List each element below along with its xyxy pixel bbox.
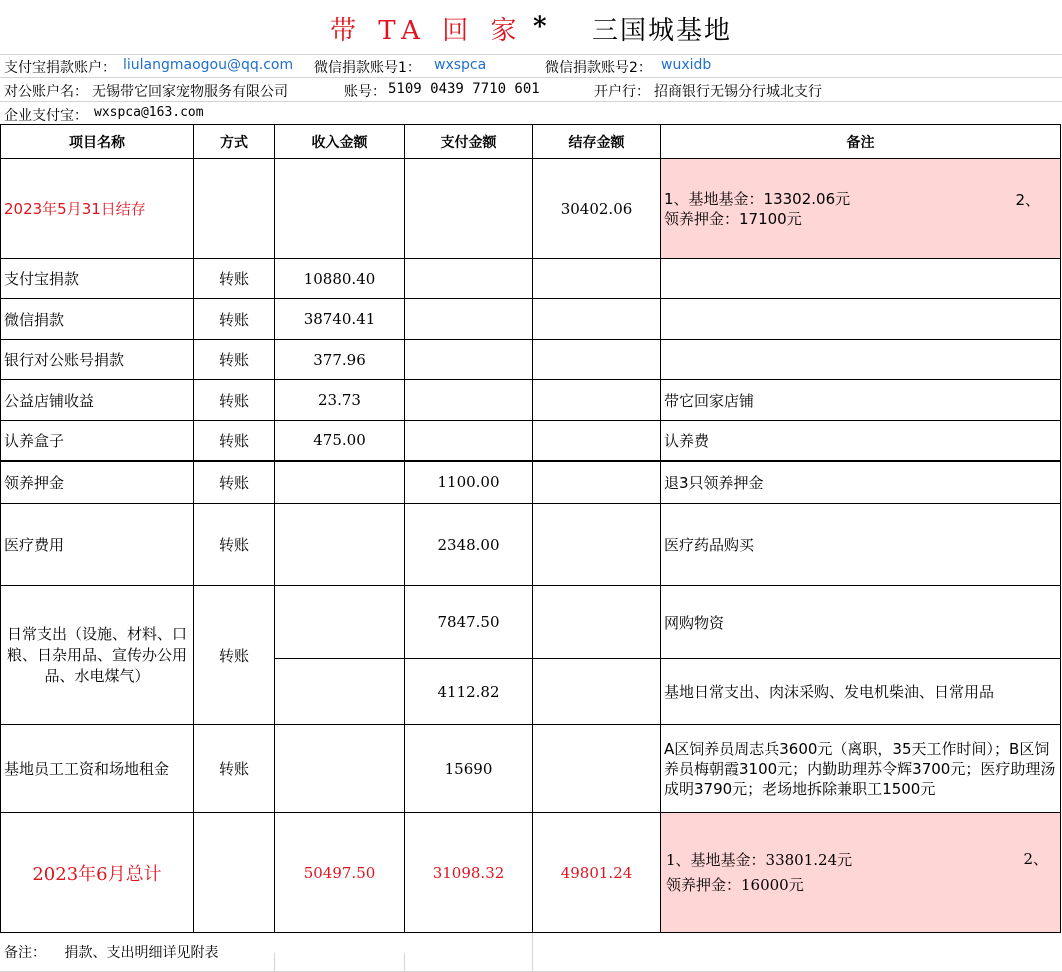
- table-row: [1, 340, 1061, 380]
- row-payment: [405, 380, 533, 421]
- total-income: 50497.50: [275, 813, 405, 933]
- opening-income: [275, 159, 405, 259]
- corp-name-label: 对公账户名：: [4, 84, 88, 100]
- table-row: [1, 259, 1061, 299]
- total-balance: 49801.24: [533, 813, 661, 933]
- bank-label: 开户行：: [594, 84, 650, 100]
- grid-line: [532, 933, 533, 972]
- row-method: 转账: [194, 340, 275, 380]
- header-item: 项目名称: [1, 125, 194, 159]
- row-name: 认养盒子: [1, 421, 194, 461]
- row-income: 377.96: [275, 340, 405, 380]
- opening-payment: [405, 159, 533, 259]
- daily-expense-row: [1, 586, 1061, 659]
- header-remark: 备注: [661, 125, 1061, 159]
- account-number-value: 5109 0439 7710 601: [388, 81, 540, 97]
- row-method: 转账: [194, 380, 275, 421]
- header-payment: 支付金额: [405, 125, 533, 159]
- row-balance: [533, 504, 661, 586]
- row-note: 带它回家店铺: [661, 380, 1061, 421]
- daily-balance-2: [533, 659, 661, 725]
- total-name: 2023年6月总计: [1, 813, 194, 933]
- footer-remark: [0, 933, 1062, 972]
- row-payment: [405, 299, 533, 340]
- grid-line: [274, 953, 275, 972]
- alipay-account[interactable]: liulangmaogou@qq.com: [123, 57, 294, 73]
- title-separator: *: [533, 12, 547, 42]
- donation-accounts-row: [0, 54, 1062, 78]
- daily-balance-1: [533, 586, 661, 659]
- row-note: [661, 299, 1061, 340]
- wechat1-account[interactable]: wxspca: [434, 57, 487, 73]
- row-payment: 1100.00: [405, 461, 533, 504]
- corp-alipay-value[interactable]: wxspca@163.com: [94, 105, 204, 120]
- alipay-label: 支付宝捐款账户：: [4, 60, 116, 76]
- remark-text: [4, 942, 218, 962]
- row-name: 公益店铺收益: [1, 380, 194, 421]
- total-payment: 31098.32: [405, 813, 533, 933]
- row-balance: [533, 299, 661, 340]
- remark-content: 捐款、支出明细详见附表: [64, 945, 219, 961]
- row-method: 转账: [194, 299, 275, 340]
- corporate-account-row: [0, 78, 1062, 102]
- salary-note: A区饲养员周志兵3600元（离职，35天工作时间）；B区饲养员梅朝霞3100元；内勤助理苏令辉3700元；医疗助理汤成明3790元；老场地拆除兼职工1500元: [661, 725, 1061, 813]
- opening-note: [661, 159, 1061, 259]
- salary-income: [275, 725, 405, 813]
- corp-alipay-label: 企业支付宝：: [4, 108, 88, 124]
- wechat2-label: 微信捐款账号2：: [545, 60, 652, 76]
- row-income: [275, 461, 405, 504]
- wechat1-label: 微信捐款账号1：: [314, 60, 421, 76]
- table-row: [1, 421, 1061, 461]
- grid-line: [404, 953, 405, 972]
- wechat2-account[interactable]: wuxidb: [661, 57, 712, 73]
- daily-note-2: 基地日常支出、肉沫采购、发电机柴油、日常用品: [661, 659, 1061, 725]
- row-name: 支付宝捐款: [1, 259, 194, 299]
- total-method: [194, 813, 275, 933]
- opening-note-line1: 1、基地基金：13302.06元: [664, 189, 851, 208]
- row-name: 银行对公账号捐款: [1, 340, 194, 380]
- row-name: 领养押金: [1, 461, 194, 504]
- row-balance: [533, 259, 661, 299]
- salary-name: 基地员工工资和场地租金: [1, 725, 194, 813]
- opening-balance: 30402.06: [533, 159, 661, 259]
- header-method: 方式: [194, 125, 275, 159]
- daily-income-2: [275, 659, 405, 725]
- title-base: 三国城基地: [592, 16, 733, 46]
- row-income: 10880.40: [275, 259, 405, 299]
- header-row: [1, 125, 1061, 159]
- daily-payment-1: 7847.50: [405, 586, 533, 659]
- row-payment: [405, 421, 533, 461]
- finance-table: [0, 124, 1061, 933]
- corporate-alipay-row: [0, 102, 1062, 125]
- salary-payment: 15690: [405, 725, 533, 813]
- opening-name: 2023年5月31日结存: [1, 159, 194, 259]
- daily-method: 转账: [194, 586, 275, 725]
- header-income: 收入金额: [275, 125, 405, 159]
- bank-value: 招商银行无锡分行城北支行: [654, 84, 822, 100]
- row-note: 认养费: [661, 421, 1061, 461]
- row-income: [275, 504, 405, 586]
- row-note: 医疗药品购买: [661, 504, 1061, 586]
- salary-balance: [533, 725, 661, 813]
- salary-row: [1, 725, 1061, 813]
- row-payment: [405, 259, 533, 299]
- page-title: [0, 0, 1062, 55]
- daily-note-1: 网购物资: [661, 586, 1061, 659]
- total-note: [661, 813, 1061, 933]
- row-method: 转账: [194, 504, 275, 586]
- title-brand: 带 TA 回 家: [330, 16, 524, 46]
- table-row: [1, 380, 1061, 421]
- row-note: 退3只领养押金: [661, 461, 1061, 504]
- daily-payment-2: 4112.82: [405, 659, 533, 725]
- row-name: 医疗费用: [1, 504, 194, 586]
- remark-label: 备注：: [4, 945, 46, 961]
- row-income: 23.73: [275, 380, 405, 421]
- header-balance: 结存金额: [533, 125, 661, 159]
- row-balance: [533, 380, 661, 421]
- table-row: [1, 461, 1061, 504]
- total-note-line2: 领养押金：16000元: [666, 875, 804, 894]
- row-note: [661, 259, 1061, 299]
- row-income: 475.00: [275, 421, 405, 461]
- row-payment: 2348.00: [405, 504, 533, 586]
- opening-note-line2: 领养押金：17100元: [664, 209, 802, 228]
- opening-method: [194, 159, 275, 259]
- row-balance: [533, 340, 661, 380]
- row-method: 转账: [194, 461, 275, 504]
- table-row: [1, 299, 1061, 340]
- row-method: 转账: [194, 259, 275, 299]
- daily-income-1: [275, 586, 405, 659]
- total-note-num2: 2、: [1023, 850, 1048, 868]
- opening-balance-row: [1, 159, 1061, 259]
- row-balance: [533, 461, 661, 504]
- total-note-line1: 1、基地基金：33801.24元: [666, 850, 853, 869]
- salary-method: 转账: [194, 725, 275, 813]
- row-balance: [533, 421, 661, 461]
- corp-name-value: 无锡带它回家宠物服务有限公司: [92, 84, 288, 100]
- total-row: [1, 813, 1061, 933]
- row-note: [661, 340, 1061, 380]
- table-row: [1, 504, 1061, 586]
- row-payment: [405, 340, 533, 380]
- row-name: 微信捐款: [1, 299, 194, 340]
- daily-name: 日常支出（设施、材料、口粮、日杂用品、宣传办公用品、水电煤气）: [1, 586, 194, 725]
- account-number-label: 账号：: [344, 84, 386, 100]
- row-income: 38740.41: [275, 299, 405, 340]
- opening-note-num2: 2、: [1015, 191, 1040, 209]
- row-method: 转账: [194, 421, 275, 461]
